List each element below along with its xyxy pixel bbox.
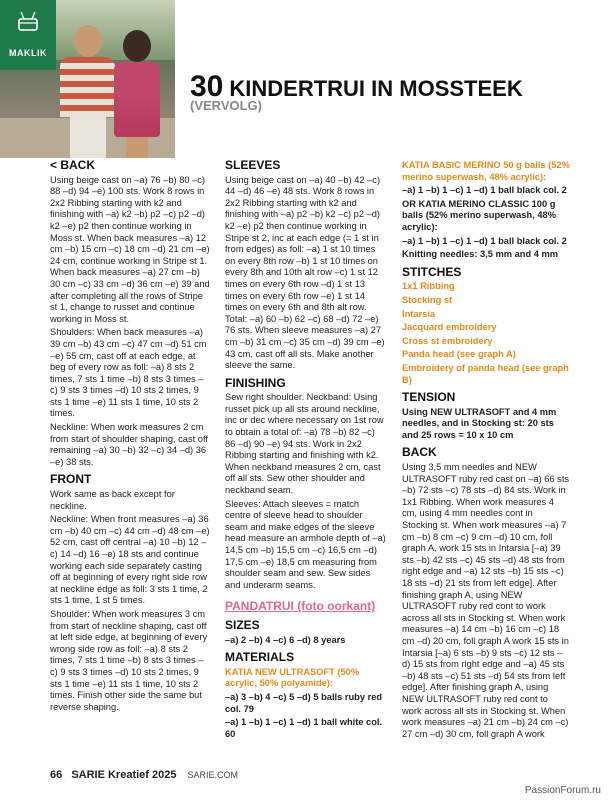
- site-link[interactable]: SARIE.COM: [187, 770, 239, 780]
- column-1: [50, 160, 210, 715]
- pandatrui-heading: PANDATRUI (foto oorkant): [225, 599, 376, 614]
- finishing-text: Sew right shoulder. Neckband: Using russet pick up all sts around neckline, inc or dec where necessary on 1st row to obtain a total of: –a) 78 –b) 82 –c) 86 –d) 90 –e) 94 sts. Work in 2x2 Ribbing starting and finishing with k2. When neckband measures 2 cm, cast off all sts. Sew other shoulder and neckband seam.: [225, 392, 384, 496]
- materials-qty-2: –a) 1 –b) 1 –c) 1 –d) 1 ball white col. 60: [225, 717, 383, 739]
- merino-qty: –a) 1 –b) 1 –c) 1 –d) 1 ball black col. 2: [402, 185, 567, 196]
- shoulders-text: Shoulders: When back measures –a) 39 cm –b) 43 cm –c) 47 cm –d) 51 cm –e) 55 cm, cast off at each edge, at beg of every row as foll: –a) 8 sts 2 times, 7 sts 1 time –b) 8 sts 3 times –c) 9 sts 3 times –d) 10 sts 2 times, 9 sts 1 time –e) 11 sts 1 time, 10 sts 2 times.: [50, 327, 207, 419]
- photo-child-girl: [112, 30, 162, 158]
- tension-heading: TENSION: [402, 390, 456, 405]
- needles: Knitting needles: 3,5 mm and 4 mm: [402, 249, 559, 260]
- badge-label: MAKLIK: [9, 48, 47, 58]
- stitches-heading: STITCHES: [402, 264, 462, 279]
- back-text-2: Using 3,5 mm needles and NEW ULTRASOFT ruby red cast on –a) 66 sts –b) 72 sts –c) 78 sts –d) 84 sts. Work in 1x1 Ribbing. When work measures 4 cm, using 4 mm needles cont in Stocking st. When work measures –a) 7 cm –b) 8 cm –c) 9 cm –d) 10 cm, foll graph A, work 15 sts in Intarsia [–a) 39 sts –b) 42 sts –c) 45 sts –d) 48 sts from right edge and –a) 12 sts –b) 15 sts –c) 18 sts –d) 21 sts from left edge]. After finishing graph A, using NEW ULTRASOFT ruby red cont to work across all sts in Stocking st. When work measures –a) 14 cm –b) 16 cm –c) 18 cm –d) 20 cm, foll graph A work 15 sts in Intarsia [–a) 6 sts –b) 9 sts –c) 12 sts –d) 15 sts from right edge and –a) 45 sts –b) 48 sts –c) 51 sts –d) 54 sts from left edge]. After finishing graph A, using NEW ULTRASOFT ruby red cont to work across all sts in Stocking st. When work measures –a) 21 cm –b) 24 cm –c) 27 cm –d) 30 cm, foll graph A work: [402, 462, 570, 739]
- materials-qty: –a) 3 –b) 4 –c) 5 –d) 5 balls ruby red col. 79: [225, 691, 383, 714]
- stitch-item: Intarsia: [402, 308, 436, 319]
- page-footer: [50, 769, 238, 781]
- sizes-text: –a) 2 –b) 4 –c) 6 –d) 8 years: [225, 634, 346, 645]
- stitch-item: Stocking st: [402, 294, 453, 305]
- finishing-heading: FINISHING: [225, 375, 286, 390]
- stitch-item: Jacquard embroidery: [402, 322, 497, 333]
- front-neckline-text: Neckline: When front measures –a) 36 cm –b) 40 cm –c) 44 cm –d) 48 cm –e) 52 cm, cast off central –a) 10 –b) 12 –c) 14 –d) 16 –e) 18 sts and continue working each side separately casting off at beginning of every right side row at neckline edge as foll: 3 sts 1 time, 2 sts 1 time, 1 st 5 times.: [50, 514, 210, 606]
- merino-qty-2: –a) 1 –b) 1 –c) 1 –d) 1 ball black col. 2: [402, 235, 567, 246]
- pattern-number: 30: [190, 70, 224, 103]
- column-3: [402, 160, 570, 742]
- difficulty-badge: [0, 0, 56, 70]
- watermark: PassionForum.ru: [524, 785, 601, 796]
- finishing-text-2: Sleeves: Attach sleeves = match centre of sleeve head to shoulder seam and make edges of the sleeve head measure an armhole depth of –a) 14,5 cm –b) 15,5 cm –c) 16,5 cm –d) 17,5 cm –e) 18,5 cm measuring from shoulder seam and sew. Sew sides and underarm seams.: [225, 498, 386, 590]
- knitting-basket-icon: [17, 10, 39, 32]
- neckline-text: Neckline: When work measures 2 cm from start of shoulder shaping, cast off remaining –a) 30 –b) 32 –c) 34 –d) 36 –e) 38 sts.: [50, 422, 208, 467]
- front-shoulder-text: Shoulder: When work measures 3 cm from start of neckline shaping, cast off at left side edge, at beginning of every wrong side row as foll: –a) 8 sts 2 times, 7 sts 1 time –b) 8 sts 3 times –c) 9 sts 3 times –d) 10 sts 2 times, 9 sts 1 time –e) 11 sts 1 time, 10 sts 2 times. Finish other side the same but reverse shaping.: [50, 608, 208, 712]
- stitch-item: Embroidery of panda head (see graph B): [402, 362, 569, 385]
- column-2: [225, 160, 387, 742]
- back-heading-2: BACK: [402, 445, 437, 460]
- sleeves-heading: SLEEVES: [225, 158, 281, 172]
- materials-heading: MATERIALS: [225, 650, 295, 665]
- magazine-name: SARIE Kreatief 2025: [71, 769, 177, 781]
- stitch-item: Panda head (see graph A): [402, 349, 516, 360]
- materials-brand: KATIA NEW ULTRASOFT (50% acrylic, 50% polyamide):: [225, 666, 360, 689]
- photo-child-boy: [60, 25, 115, 158]
- back-heading: < BACK: [50, 158, 96, 172]
- sizes-heading: SIZES: [225, 617, 260, 632]
- front-text: Work same as back except for neckline.: [50, 489, 175, 511]
- sleeves-text: Using beige cast on –a) 40 –b) 42 –c) 44 –d) 46 –e) 48 sts. Work 8 rows in 2x2 Ribbing starting with k2 and finishing with –a) p2 –b) k2 –c) p2 –d) k2 –e) p2 then continue working in Stripe st 2, inc at each edge (= 1 st in from edges) as foll: –a) 1 st 10 times on every 8th row –b) 1 st 10 times on every 8th and 10th alt row –c) 1 st 12 times on every 6th row –d) 1 st 13 times on every 6th row –e) 1 st 14 times on every 6th and 8th alt row. Total: –a) 60 –b) 62 –c) 68 –d) 72 –e) 76 sts. When sleeve measures –a) 27 cm –b) 31 cm –c) 35 cm –d) 39 cm –e) 43 cm, cast off all sts. Make another sleeve the same.: [225, 174, 385, 371]
- merino-alternative: OR KATIA MERINO CLASSIC 100 g balls (52% merino superwash, 48% acrylic):: [402, 198, 556, 232]
- merino-brand: KATIA BASIC MERINO 50 g balls (52% merino superwash, 48% acrylic):: [402, 160, 570, 182]
- pattern-title: KINDERTRUI IN MOSSTEEK: [229, 76, 523, 101]
- front-heading: FRONT: [50, 472, 92, 487]
- page-subtitle: (VERVOLG): [190, 98, 262, 113]
- tension-text: Using NEW ULTRASOFT and 4 mm needles, and in Stocking st: 20 sts and 25 rows = 10 x 10 cm: [402, 406, 557, 440]
- back-text: Using beige cast on –a) 76 –b) 80 –c) 88 –d) 94 –e) 100 sts. Work 8 rows in 2x2 Ribbing starting with k2 and finishing with –a) k2 –b) p2 –c) p2 –d) k2 –e) p2 then continue working in Moss st. When back measures –a) 12 cm –b) 15 cm –c) 18 cm –d) 21 cm –e) 24 cm, continue working in Stripe st 1. When back measures –a) 27 cm –b) 30 cm –c) 33 cm –d) 36 cm –e) 39 and after completing all the rows of Stripe st 1, change to russet and continue working in Moss st.: [50, 174, 210, 324]
- stitch-item: Cross st embroidery: [402, 335, 493, 346]
- stitch-item: 1x1 Ribbing: [402, 281, 455, 292]
- page-number: 66: [50, 769, 63, 781]
